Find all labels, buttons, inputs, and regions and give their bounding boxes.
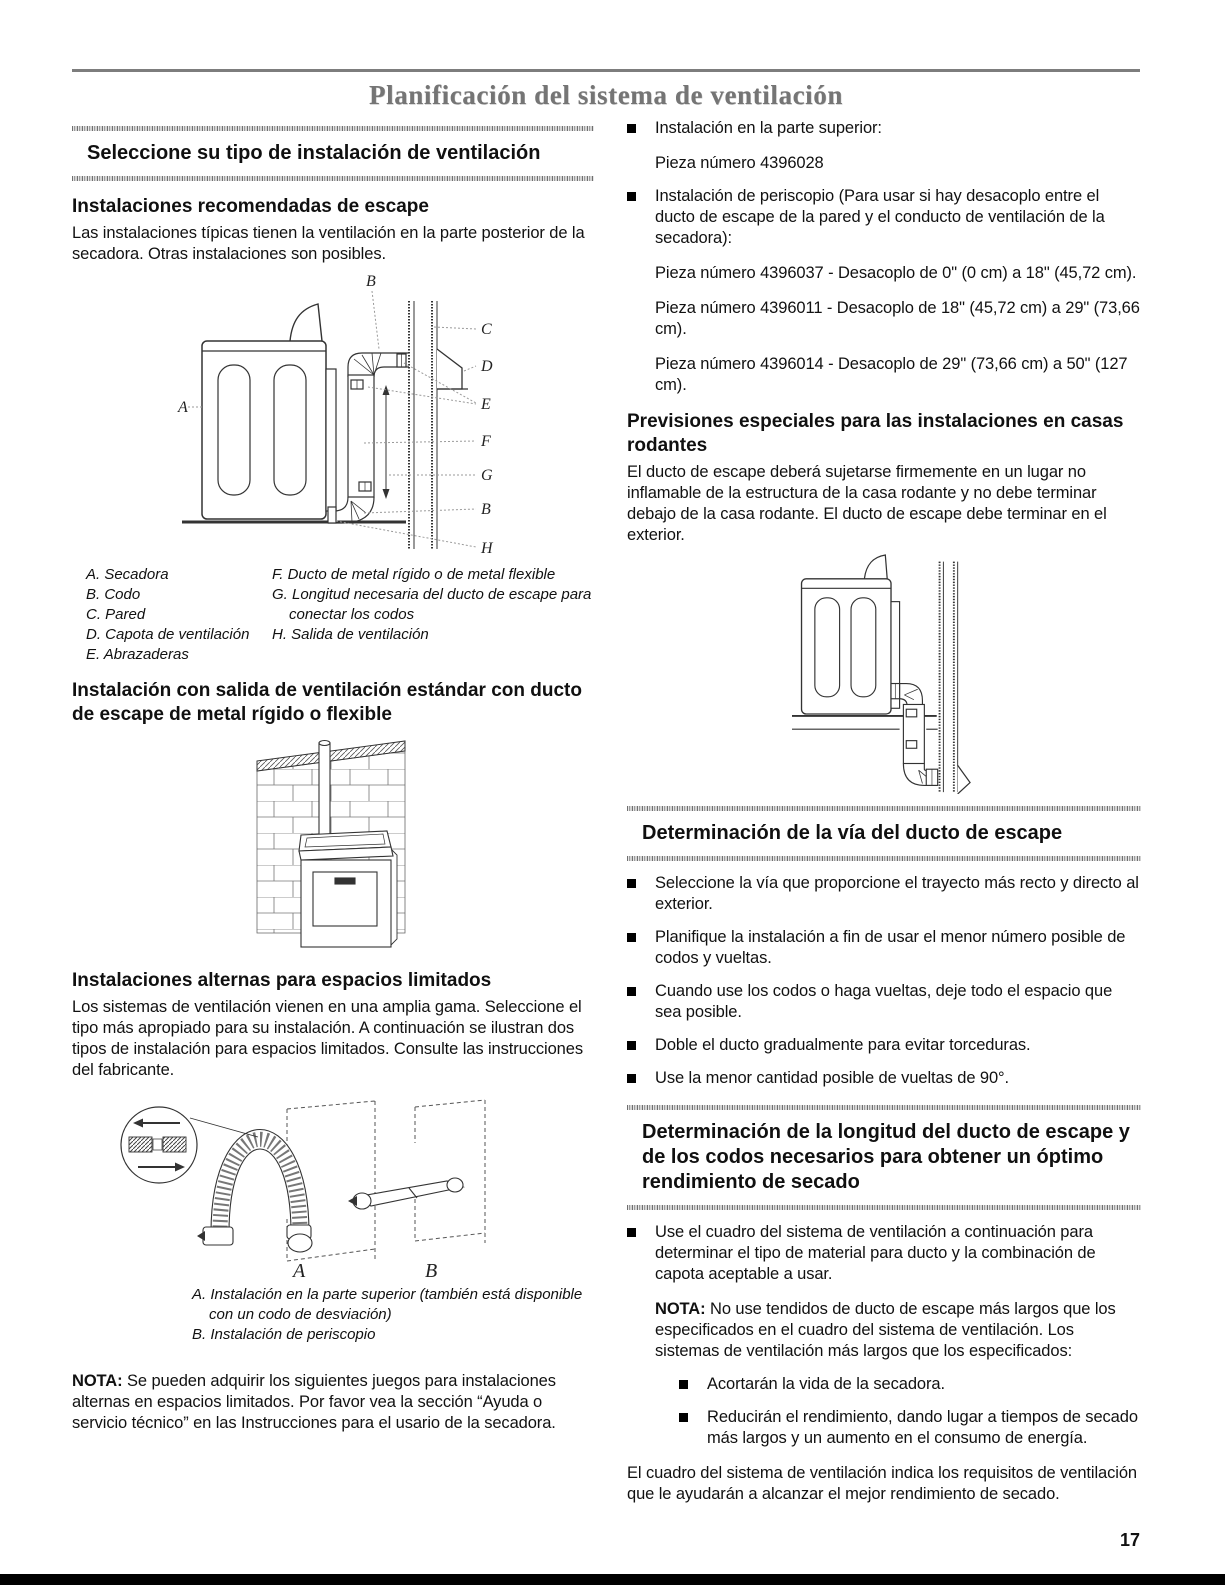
bullet-item bbox=[627, 873, 1141, 915]
legend-item: A. Secadora bbox=[86, 566, 169, 583]
diagram-label-d: D bbox=[481, 358, 493, 375]
legend-item: E. Abrazaderas bbox=[86, 646, 189, 663]
halftone-rule bbox=[627, 1105, 1141, 1110]
figure-caption-a: A. Instalación en la parte superior (también está disponible con un codo de desviación) bbox=[192, 1286, 583, 1323]
part-number: Pieza número 4396011 - Desacoplo de 18" (45,72 cm) a 29" (73,66 cm). bbox=[655, 299, 1140, 338]
header-rule bbox=[72, 69, 1140, 72]
recommended-exhaust-heading: Instalaciones recomendadas de escape bbox=[72, 196, 429, 217]
sub-bullet-item bbox=[679, 1374, 1141, 1395]
bullet-item bbox=[627, 1222, 1141, 1285]
figure-label-b: B bbox=[425, 1260, 438, 1282]
figure-caption bbox=[192, 1285, 594, 1345]
bullet-text: Doble el ducto gradualmente para evitar torceduras. bbox=[655, 1036, 1031, 1054]
left-column bbox=[72, 126, 594, 1434]
bullet-item bbox=[627, 1035, 1141, 1056]
bullet-text: Acortarán la vida de la secadora. bbox=[707, 1375, 945, 1393]
diagram-label-f: F bbox=[481, 433, 491, 450]
bullet-text: Use la menor cantidad posible de vueltas de 90°. bbox=[655, 1069, 1010, 1087]
bullet-text: Planifique la instalación a fin de usar el menor número posible de codos y vueltas. bbox=[655, 928, 1126, 967]
alternate-install-body: Los sistemas de ventilación vienen en una amplia gama. Seleccione el tipo más apropiado para su instalación. A continuación se ilustran dos tipos de instalación para espacios limitados. Consulte las instrucciones del fabricante. bbox=[72, 998, 583, 1079]
bottom-bar bbox=[0, 1574, 1225, 1585]
bullet-text: Instalación en la parte superior: bbox=[655, 119, 882, 137]
square-bullet-icon bbox=[627, 124, 636, 133]
bullet-item bbox=[627, 981, 1141, 1023]
diagram-label-b-bottom: B bbox=[481, 501, 491, 518]
square-bullet-icon bbox=[627, 1228, 636, 1237]
section-duct-path bbox=[627, 806, 1141, 861]
flex-duct-periscope-diagram bbox=[117, 1093, 502, 1283]
part-number: Pieza número 4396014 - Desacoplo de 29" (73,66 cm) a 50" (127 cm). bbox=[655, 355, 1128, 394]
diagram-label-h: H bbox=[481, 540, 493, 557]
page-title: Planificación del sistema de ventilación bbox=[369, 80, 843, 110]
legend-item: G. Longitud necesaria del ducto de escape para conectar los codos bbox=[272, 586, 592, 623]
rear-vent-diagram bbox=[176, 271, 496, 559]
mobile-home-vent-diagram bbox=[792, 554, 971, 794]
bullet-item bbox=[627, 118, 1141, 139]
square-bullet-icon bbox=[679, 1380, 688, 1389]
square-bullet-icon bbox=[627, 933, 636, 942]
alternate-install-heading: Instalaciones alternas para espacios limitados bbox=[72, 970, 492, 991]
bullet-text: Instalación de periscopio (Para usar si hay desacoplo entre el ducto de escape de la pared y el conducto de ventilación de la secadora): bbox=[655, 187, 1105, 247]
bullet-item bbox=[627, 1068, 1141, 1089]
legend-item: B. Codo bbox=[86, 586, 141, 603]
section-heading: Determinación de la longitud del ducto de escape y de los codos necesarios para obtener un óptimo rendimiento de secado bbox=[642, 1121, 1130, 1193]
standard-vent-heading: Instalación con salida de ventilación estándar con ducto de escape de metal rígido o flexible bbox=[72, 680, 582, 725]
diagram-label-b-top: B bbox=[366, 273, 376, 290]
mobile-home-heading: Previsiones especiales para las instalaciones en casas rodantes bbox=[627, 411, 1124, 456]
figure-label-a: A bbox=[293, 1260, 306, 1282]
note-text: Se pueden adquirir los siguientes juegos para instalaciones alternas en espacios limitados. Por favor vea la sección “Ayuda o servicio técnico” en las Instrucciones para el usario de la secadora. bbox=[72, 1372, 556, 1432]
section-heading: Seleccione su tipo de instalación de ventilación bbox=[87, 142, 541, 164]
bullet-text: Cuando use los codos o haga vueltas, deje todo el espacio que sea posible. bbox=[655, 982, 1113, 1021]
sub-bullet-item bbox=[679, 1407, 1141, 1449]
section-select-install-type bbox=[72, 126, 594, 181]
halftone-rule bbox=[72, 126, 594, 131]
diagram-label-c: C bbox=[481, 321, 492, 338]
diagram-legend bbox=[72, 565, 594, 665]
closing-paragraph: El cuadro del sistema de ventilación indica los requisitos de ventilación que le ayudarán a alcanzar el mejor rendimiento de secado. bbox=[627, 1464, 1137, 1503]
bullet-text: Seleccione la vía que proporcione el trayecto más recto y directo al exterior. bbox=[655, 874, 1139, 913]
diagram-label-e: E bbox=[481, 396, 491, 413]
section-duct-length bbox=[627, 1105, 1141, 1210]
legend-item: F. Ducto de metal rígido o de metal flexible bbox=[272, 566, 556, 583]
square-bullet-icon bbox=[627, 1074, 636, 1083]
square-bullet-icon bbox=[627, 879, 636, 888]
bullet-text: Reducirán el rendimiento, dando lugar a tiempos de secado más largos y un aumento en el consumo de energía. bbox=[707, 1408, 1138, 1447]
note-paragraph bbox=[72, 1371, 594, 1434]
recommended-exhaust-body: Las instalaciones típicas tienen la ventilación en la parte posterior de la secadora. Otras instalaciones son posibles. bbox=[72, 224, 585, 263]
diagram-label-a: A bbox=[178, 399, 188, 416]
note-text: No use tendidos de ducto de escape más largos que los especificados en el cuadro del sistema de ventilación. Los sistemas de ventilación más largos que los especificados: bbox=[655, 1300, 1116, 1360]
bullet-text: Use el cuadro del sistema de ventilación a continuación para determinar el tipo de material para ducto y la combinación de capota aceptable a usar. bbox=[655, 1223, 1096, 1283]
halftone-rule bbox=[627, 806, 1141, 811]
page-number: 17 bbox=[1120, 1530, 1141, 1550]
legend-item: D. Capota de ventilación bbox=[86, 626, 250, 643]
legend-item: C. Pared bbox=[86, 606, 146, 623]
bullet-item bbox=[627, 927, 1141, 969]
note-paragraph bbox=[655, 1299, 1141, 1362]
mobile-home-body: El ducto de escape deberá sujetarse firmemente en un lugar no inflamable de la estructura de la casa rodante y no debe terminar debajo de la casa rodante. El ducto de escape debe terminar en el exterior. bbox=[627, 463, 1107, 544]
note-label: NOTA: bbox=[655, 1300, 706, 1318]
halftone-rule bbox=[627, 856, 1141, 861]
figure-caption-b: B. Instalación de periscopio bbox=[192, 1326, 376, 1343]
section-heading: Determinación de la vía del ducto de escape bbox=[642, 822, 1063, 844]
square-bullet-icon bbox=[627, 1041, 636, 1050]
bullet-item bbox=[627, 186, 1141, 249]
brick-wall-vent-diagram bbox=[255, 737, 407, 955]
square-bullet-icon bbox=[627, 987, 636, 996]
note-label: NOTA: bbox=[72, 1372, 123, 1390]
diagram-label-g: G bbox=[481, 467, 493, 484]
square-bullet-icon bbox=[679, 1413, 688, 1422]
part-number: Pieza número 4396028 bbox=[655, 154, 824, 172]
legend-item: H. Salida de ventilación bbox=[272, 626, 429, 643]
halftone-rule bbox=[72, 176, 594, 181]
right-column bbox=[627, 118, 1141, 1505]
square-bullet-icon bbox=[627, 192, 636, 201]
part-number: Pieza número 4396037 - Desacoplo de 0" (0 cm) a 18" (45,72 cm). bbox=[655, 264, 1137, 282]
halftone-rule bbox=[627, 1205, 1141, 1210]
